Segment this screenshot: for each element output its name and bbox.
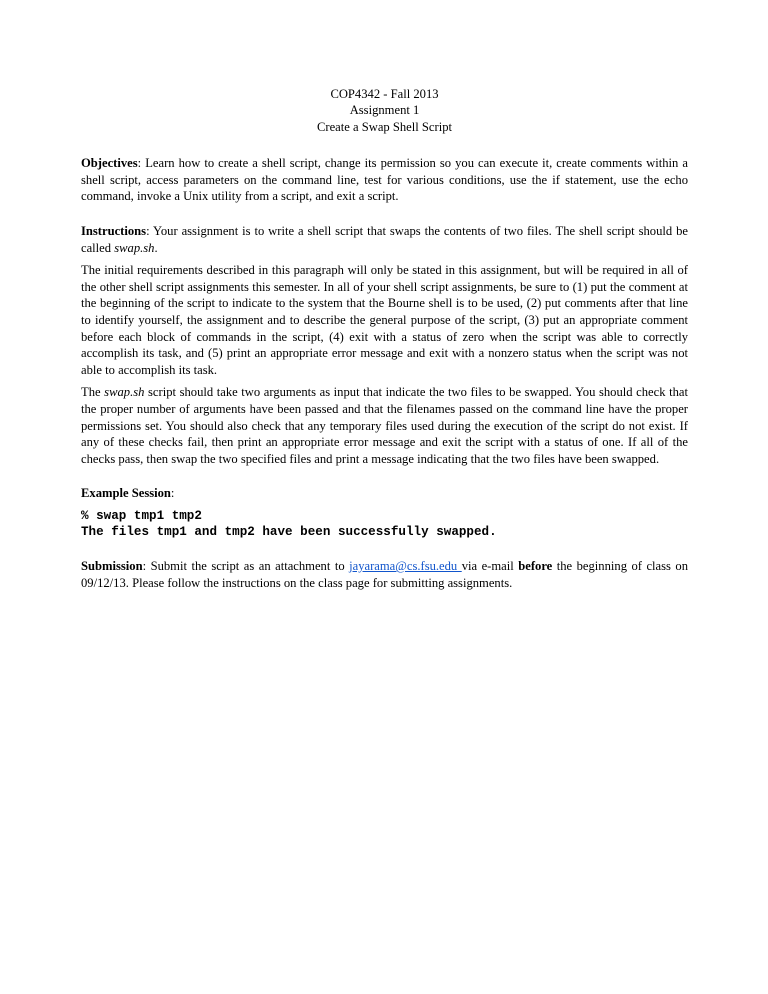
document-header (81, 86, 688, 135)
example-output-line: The files tmp1 and tmp2 have been successfully swapped. (81, 524, 497, 539)
course-line: COP4342 - Fall 2013 (330, 87, 439, 101)
objectives-text: : Learn how to create a shell script, change its permission so you can execute it, create comments within a shell script, access parameters on the command line, test for various conditions, use the if statement, use the echo command, invoke a Unix utility from a script, and exit a script. (81, 156, 688, 204)
title-line: Create a Swap Shell Script (316, 119, 452, 134)
requirements-paragraph: The initial requirements described in this paragraph will only be stated in this assignment, but will be required in all of the other shell script assignments this semester. In all of your shell script assignments, be sure to (1) put the comment at the beginning of the script to indicate to the system that the Bourne shell is to be used, (2) put comments after that line to identify yourself, the assignment and to describe the general purpose of the script, (3) put an appropriate comment before each block of commands in the script, (4) exit with a status of zero when the script was able to correctly accomplish its task, and (5) print an appropriate error message and exit with a nonzero status when the script was not able to accomplish its task. (81, 263, 688, 377)
submission-text: : Submit the script as an attachment to (142, 558, 350, 573)
example-command-line: % swap tmp1 tmp2 (81, 508, 202, 523)
submission-via: via e-mail (461, 558, 519, 573)
example-colon: : (170, 486, 175, 501)
assignment-document (81, 86, 688, 609)
instructions-paragraph (81, 223, 688, 256)
submission-rest: the beginning of class on 09/12/13. Please follow the instructions on the class page for submitting assignments. (81, 558, 688, 590)
objectives-paragraph (81, 155, 688, 205)
instructions-period: . (154, 240, 158, 255)
example-label: Example Session (81, 486, 171, 501)
details-script-name: swap.sh (104, 385, 145, 400)
objectives-label: Objectives (81, 156, 138, 171)
example-heading (81, 485, 688, 502)
submission-paragraph (81, 558, 688, 591)
details-paragraph (81, 384, 688, 467)
script-name: swap.sh (114, 240, 155, 255)
email-link[interactable]: jayarama@cs.fsu.edu (349, 558, 462, 573)
instructions-label: Instructions (81, 224, 147, 238)
details-intro: The (81, 385, 105, 400)
instructions-text: : Your assignment is to write a shell script that swaps the contents of two files. The shell script should be called (81, 224, 688, 255)
submission-label: Submission (81, 558, 143, 573)
assignment-line: Assignment 1 (349, 103, 420, 118)
submission-before: before (518, 558, 553, 573)
details-text: script should take two arguments as input that indicate the two files to be swapped. You should check that the proper number of arguments have been passed and that the filenames passed on the command line have the proper permissions set. You should also check that any temporary files used during the execution of the script do not exist. If any of these checks fail, then print an appropriate error message and exit the script with a status of one. If all of the checks pass, then swap the two specified files and print a message indicating that the two files have been swapped. (81, 385, 688, 466)
example-session-code (81, 508, 688, 540)
